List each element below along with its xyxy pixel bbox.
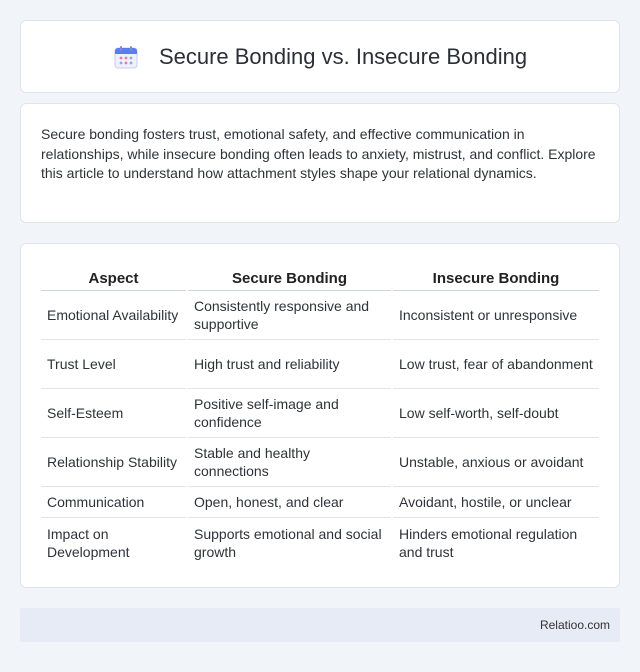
- cell-secure: Open, honest, and clear: [188, 487, 391, 518]
- cell-secure: High trust and reliability: [188, 340, 391, 389]
- page-title: Secure Bonding vs. Insecure Bonding: [158, 43, 528, 69]
- comparison-card: [20, 243, 620, 588]
- header-secure-bonding: Secure Bonding: [188, 263, 391, 291]
- table-row: [41, 487, 599, 518]
- cell-secure: Positive self-image and confidence: [188, 389, 391, 438]
- cell-aspect: Impact on Development: [47, 525, 130, 560]
- cell-secure: Stable and healthy connections: [188, 438, 391, 487]
- footer-brand[interactable]: Relatioo.com: [539, 618, 610, 632]
- cell-insecure: Inconsistent or unresponsive: [393, 291, 599, 340]
- header-insecure-bonding: Insecure Bonding: [393, 263, 599, 291]
- intro-paragraph: Secure bonding fosters trust, emotional safety, and effective communication in relationships, while insecure bonding often leads to anxiety, mistrust, and conflict. Explore this article to understand how attachment styles shape your relational dynamics.: [41, 126, 596, 181]
- cell-insecure: Hinders emotional regulation and trust: [399, 525, 578, 560]
- table-header-row: [41, 263, 599, 291]
- cell-aspect: Self-Esteem: [41, 389, 186, 438]
- cell-insecure: Low trust, fear of abandonment: [393, 340, 599, 389]
- title-card: [20, 20, 620, 93]
- table-row: [41, 340, 599, 389]
- table-row: [41, 291, 599, 340]
- cell-aspect: Relationship Stability: [41, 438, 186, 487]
- table-row: [41, 438, 599, 487]
- cell-insecure: Low self-worth, self-doubt: [393, 389, 599, 438]
- cell-secure: Supports emotional and social growth: [194, 525, 382, 560]
- calendar-icon: [113, 44, 139, 70]
- comparison-table: [39, 263, 601, 567]
- cell-insecure: Unstable, anxious or avoidant: [393, 438, 599, 487]
- table-row: [41, 389, 599, 438]
- intro-card: [20, 103, 620, 223]
- table-row: [41, 518, 599, 567]
- header-aspect: Aspect: [41, 263, 186, 291]
- cell-aspect: Emotional Availability: [41, 291, 186, 340]
- cell-aspect: Trust Level: [41, 340, 186, 389]
- footer: [20, 608, 620, 642]
- cell-aspect: Communication: [41, 487, 186, 518]
- cell-secure: Consistently responsive and supportive: [188, 291, 391, 340]
- cell-insecure: Avoidant, hostile, or unclear: [393, 487, 599, 518]
